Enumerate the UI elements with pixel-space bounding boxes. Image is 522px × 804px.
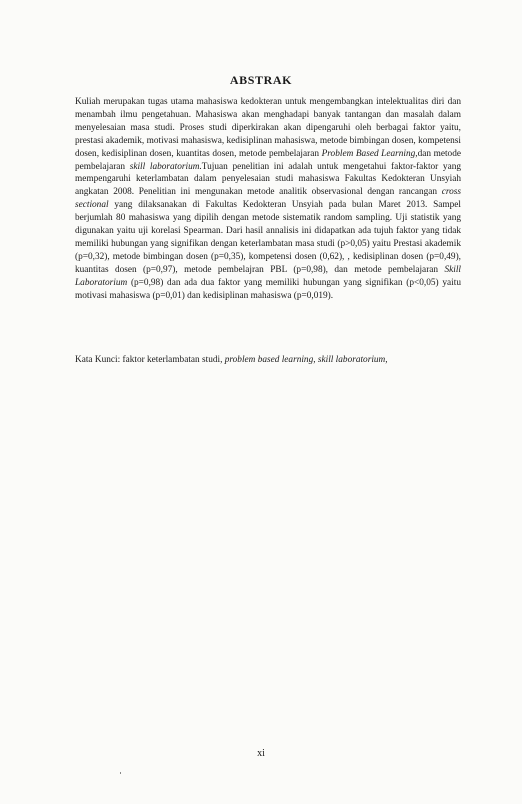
- keywords: [75, 354, 461, 367]
- keywords-italic: problem based learning, skill laboratorium,: [224, 355, 388, 365]
- abstract-text-segment: yang dilaksanakan di Fakultas Kedokteran Unsyiah pada bulan Maret 2013. Sampel berjumlah 80 mahasiswa yang dipilih dengan metode sistematik random sampling. Uji statistik yang digunakan yaitu uji korelasi Spearman. Dari hasil annalisis ini didapatkan ada tujuh faktor yang tidak memiliki hubungan yang signifikan dengan keterlambatan masa studi (p>0,05) yaitu Prestasi akademik (p=0,32), metode bimbingan dosen (p=0,35), kompetensi dosen (0,62), , kedisiplinan dosen (p=0,49), kuantitas dosen (p=0,97), metode pembelajran PBL (p=0,98), dan metode pembelajaran: [75, 200, 461, 275]
- abstract-text-segment: Tujuan penelitian ini adalah untuk mengetahui faktor-faktor yang mempengaruhi keterlambatan dalam penyelesaian studi mahasiswa Fakultas Kedokteran Unsyiah angkatan 2008. Penelitian ini mengunakan metode analitik observasional dengan rancangan: [75, 161, 462, 198]
- abstract-body: [75, 96, 461, 303]
- abstract-title: ABSTRAK: [229, 73, 293, 87]
- abstract-text-segment: (p=0,98) dan ada dua faktor yang memiliki hubungan yang signifikan (p<0,05) yaitu motivasi mahasiswa (p=0,01) dan kedisiplinan mahasiswa (p=0,019).: [75, 277, 461, 301]
- abstract-italic-segment: skill laboratorium.: [129, 161, 202, 172]
- abstract-text-segment: dan metode pembelajaran: [75, 148, 461, 172]
- keywords-label: Kata Kunci: faktor keterlambatan studi,: [75, 355, 225, 365]
- abstract-italic-segment: Problem Based Learning,: [321, 148, 418, 159]
- scan-speck: [120, 772, 121, 774]
- abstract-italic-segment: Skill Laboratorium: [75, 264, 461, 288]
- page-number: xi: [257, 748, 265, 759]
- abstract-text-segment: Kuliah merupakan tugas utama mahasiswa kedokteran untuk mengembangkan intelektualitas diri dan menambah ilmu pengetahuan. Mahasiswa akan menghadapi banyak tantangan dan masalah dalam menyelesaian masa studi. Proses studi diperkirakan akan dipengaruhi oleh berbagai faktor yaitu, prestasi akademik, motivasi mahasiswa, kedisiplinan mahasiswa, metode bimbingan dosen, kompetensi dosen, kedisiplinan dosen, kuantitas dosen, metode pembelajaran: [75, 97, 461, 159]
- abstract-italic-segment: cross sectional: [75, 187, 461, 211]
- abstract-paragraph: [75, 96, 461, 303]
